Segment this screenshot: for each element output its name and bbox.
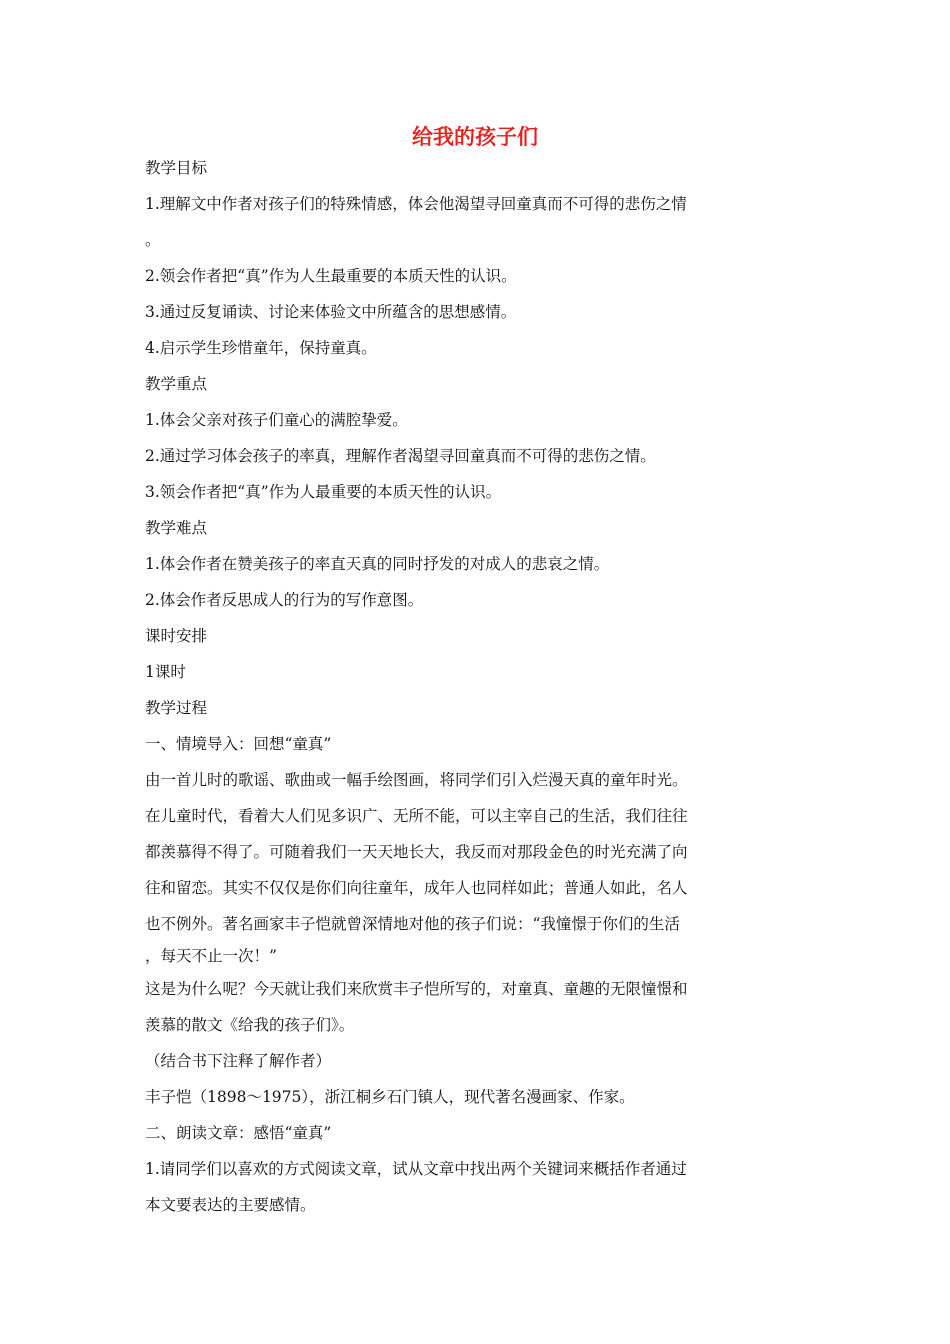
paragraph-line: 丰子恺（1898～1975），浙江桐乡石门镇人，现代著名漫画家、作家。 <box>145 1088 635 1106</box>
paragraph-line: 1.体会父亲对孩子们童心的满腔挚爱。 <box>145 411 408 429</box>
subsection-heading: 二、朗读文章：感悟“童真” <box>145 1124 332 1142</box>
section-heading-schedule: 课时安排 <box>145 627 208 645</box>
section-heading-difficulties: 教学难点 <box>145 519 208 537</box>
paragraph-line: 1课时 <box>145 663 186 681</box>
section-heading-objectives: 教学目标 <box>145 159 208 177</box>
paragraph-line: 本文要表达的主要感情。 <box>145 1196 316 1214</box>
paragraph-line: 由一首儿时的歌谣、歌曲或一幅手绘图画，将同学们引入烂漫天真的童年时光。 <box>145 771 688 789</box>
paragraph-line: 。 <box>145 231 161 249</box>
paragraph-line: 1.体会作者在赞美孩子的率直天真的同时抒发的对成人的悲哀之情。 <box>145 555 610 573</box>
section-heading-process: 教学过程 <box>145 699 208 717</box>
paragraph-line: 2.体会作者反思成人的行为的写作意图。 <box>145 591 424 609</box>
subsection-heading: 一、情境导入：回想“童真” <box>145 735 332 753</box>
paragraph-line: 都羡慕得不得了。可随着我们一天天地长大，我反而对那段金色的时光充满了向 <box>145 843 688 861</box>
section-heading-key-points: 教学重点 <box>145 375 208 393</box>
paragraph-line: ，每天不止一次！” <box>145 947 277 965</box>
paragraph-line: 3.领会作者把“真”作为人最重要的本质天性的认识。 <box>145 483 502 501</box>
document-body <box>145 150 745 1223</box>
paragraph-line: 这是为什么呢？今天就让我们来欣赏丰子恺所写的，对童真、童趣的无限憧憬和 <box>145 980 688 998</box>
paragraph-line: （结合书下注释了解作者） <box>145 1052 332 1070</box>
document-title: 给我的孩子们 <box>412 125 538 149</box>
paragraph-line: 也不例外。著名画家丰子恺就曾深情地对他的孩子们说：“我憧憬于你们的生活 <box>145 915 680 933</box>
paragraph-line: 2.通过学习体会孩子的率真，理解作者渴望寻回童真而不可得的悲伤之情。 <box>145 447 656 465</box>
paragraph-line: 羡慕的散文《给我的孩子们》。 <box>145 1016 355 1034</box>
paragraph-line: 3.通过反复诵读、讨论来体验文中所蕴含的思想感情。 <box>145 303 517 321</box>
paragraph-line: 在儿童时代，看着大人们见多识广、无所不能，可以主宰自己的生活，我们往往 <box>145 807 688 825</box>
paragraph-line: 往和留恋。其实不仅仅是你们向往童年，成年人也同样如此；普通人如此，名人 <box>145 879 688 897</box>
paragraph-line: 4.启示学生珍惜童年，保持童真。 <box>145 339 377 357</box>
paragraph-line: 2.领会作者把“真”作为人生最重要的本质天性的认识。 <box>145 267 517 285</box>
paragraph-line: 1.请同学们以喜欢的方式阅读文章，试从文章中找出两个关键词来概括作者通过 <box>145 1160 687 1178</box>
paragraph-line: 1.理解文中作者对孩子们的特殊情感，体会他渴望寻回童真而不可得的悲伤之情 <box>145 195 687 213</box>
